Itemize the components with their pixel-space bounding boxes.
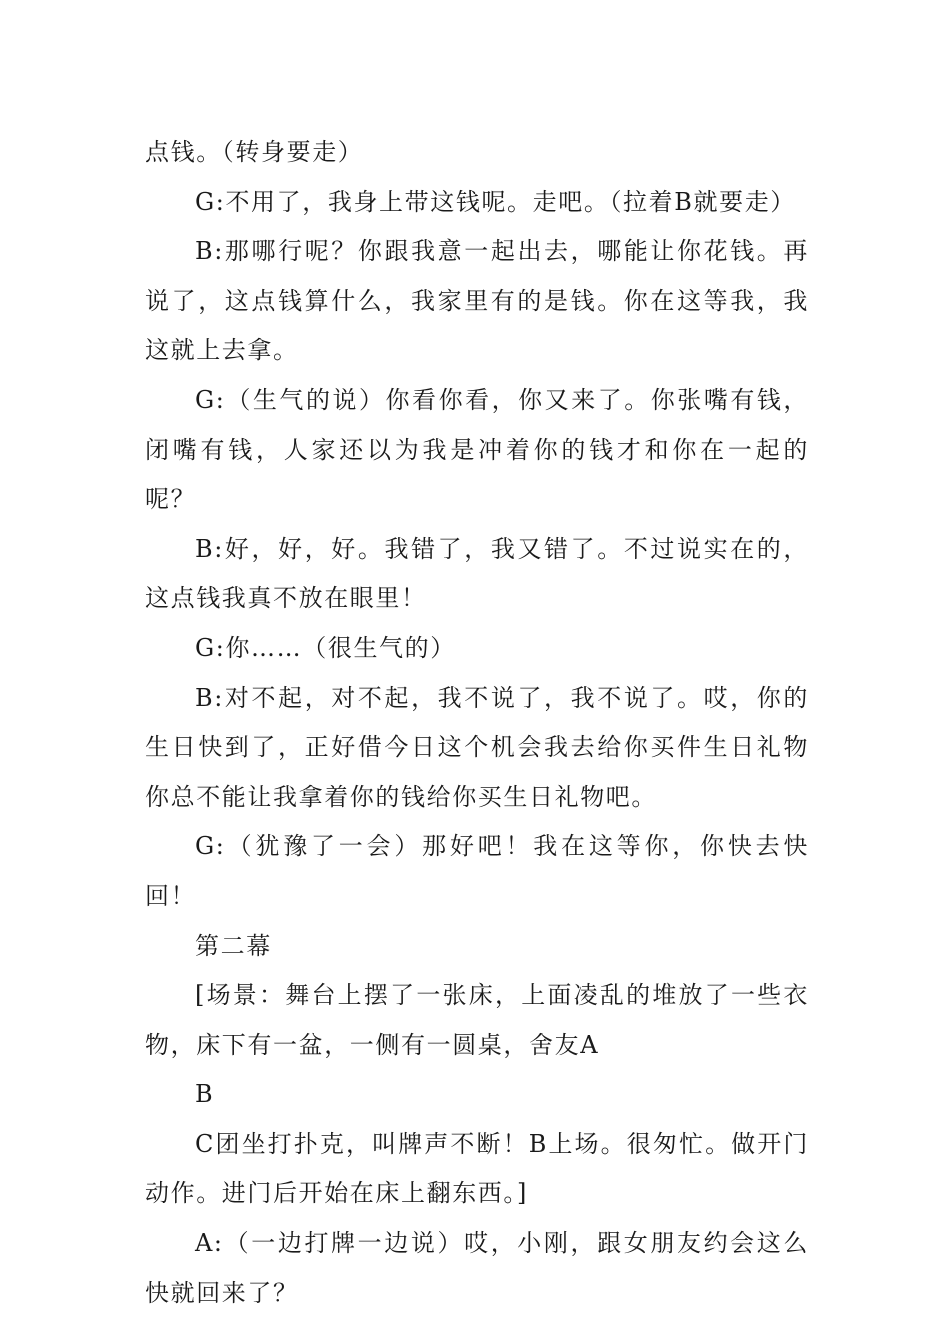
stage-direction-1: [场景：舞台上摆了一张床，上面凌乱的堆放了一些衣物，床下有一盆，一侧有一圆桌，舍友A	[145, 981, 809, 1059]
script-text-body	[145, 128, 809, 1318]
dialogue-a-1: A:（一边打牌一边说）哎，小刚，跟女朋友约会这么快就回来了？	[145, 1229, 809, 1307]
dialogue-b-1: B:那哪行呢？你跟我意一起出去，哪能让你花钱。再说了，这点钱算什么，我家里有的是钱。你在这等我，我这就上去拿。	[145, 237, 809, 365]
dialogue-g-4: G:（犹豫了一会）那好吧！我在这等你，你快去快回！	[145, 832, 809, 910]
dialogue-g-3: G:你……（很生气的）	[195, 633, 456, 662]
dialogue-g-1: G:不用了，我身上带这钱呢。走吧。（拉着B就要走）	[195, 187, 796, 216]
dialogue-g-2: G:（生气的说）你看你看，你又来了。你张嘴有钱，闭嘴有钱，人家还以为我是冲着你的钱才和你在一起的呢？	[145, 385, 809, 514]
dialogue-b-2: B:好，好，好。我错了，我又错了。不过说实在的，这点钱我真不放在眼里！	[145, 534, 809, 613]
stage-direction-3: C团坐打扑克，叫牌声不断！B上场。很匆忙。做开门动作。进门后开始在床上翻东西。]	[145, 1129, 809, 1208]
dialogue-b-3: B:对不起，对不起，我不说了，我不说了。哎，你的生日快到了，正好借今日这个机会我去给你买件生日礼物你总不能让我拿着你的钱给你买生日礼物吧。	[145, 683, 809, 811]
paragraph-continuation: 点钱。（转身要走）	[145, 138, 364, 166]
act-heading: 第二幕	[195, 931, 272, 960]
stage-direction-2: B	[195, 1080, 215, 1109]
